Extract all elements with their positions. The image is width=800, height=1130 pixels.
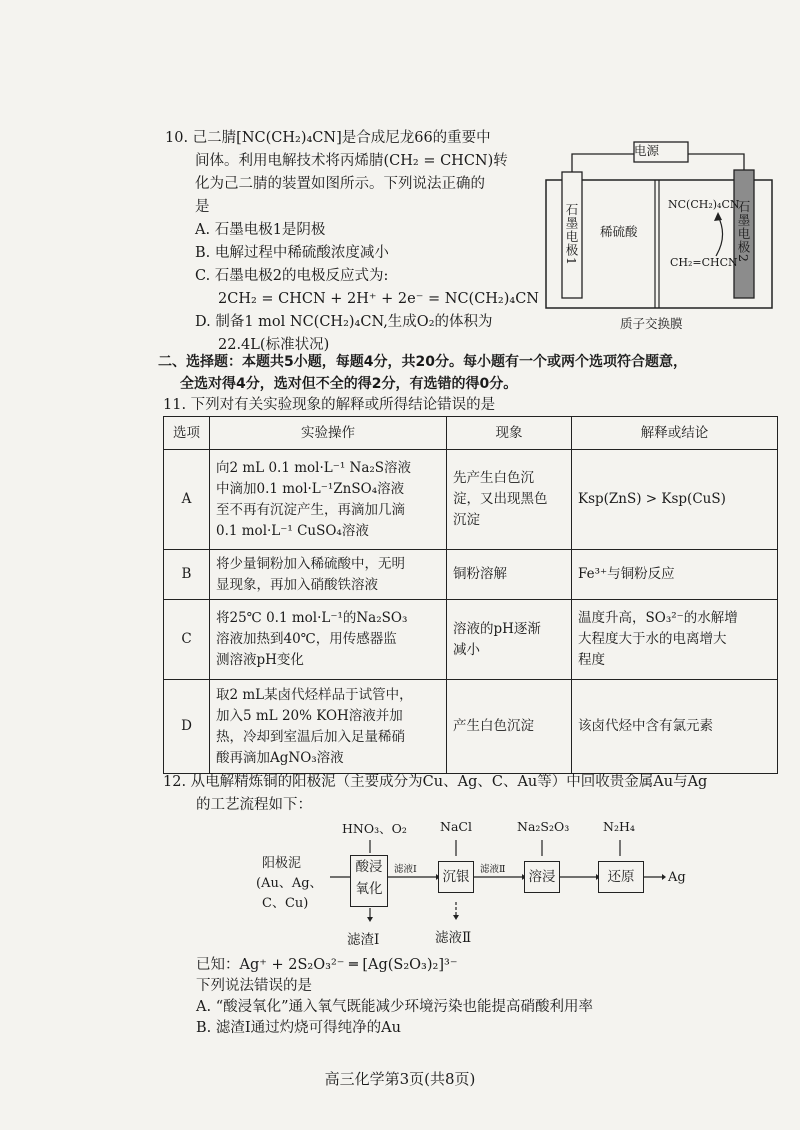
q10-line-3: 化为己二腈的装置如图所示。下列说法正确的 <box>195 176 485 192</box>
row-explanation: Ksp(ZnS) > Ksp(CuS) <box>572 450 778 550</box>
row-option: C <box>164 600 210 680</box>
table-row <box>164 600 778 680</box>
dissolution-box: 溶浸 <box>524 861 560 893</box>
q12-stem-line-1: 12. 从电解精炼铜的阳极泥（主要成分为Cu、Ag、C、Au等）中回收贵金属Au与Ag <box>163 774 708 790</box>
reagent-nacl: NaCl <box>440 819 472 834</box>
q10-option-b: B. 电解过程中稀硫酸浓度减小 <box>195 245 389 261</box>
reduction-box: 还原 <box>598 861 644 893</box>
header-option: 选项 <box>164 417 210 450</box>
filtrate-1-arrow-label: 滤液Ⅰ <box>394 864 417 875</box>
header-operation: 实验操作 <box>210 417 447 450</box>
row-option: D <box>164 680 210 774</box>
q11-table <box>163 416 778 774</box>
power-supply-label: 电源 <box>634 143 660 158</box>
table-row <box>164 450 778 550</box>
reactant-label: CH₂=CHCN <box>670 256 738 269</box>
q10-line-1: 10. 己二腈[NC(CH₂)₄CN]是合成尼龙66的重要中 <box>165 130 491 146</box>
q10-option-d-cont: 22.4L(标准状况) <box>218 337 330 353</box>
product-label: NC(CH₂)₄CN <box>668 198 740 211</box>
q10-line-2: 间体。利用电解技术将丙烯腈(CH₂ = CHCN)转 <box>195 153 508 169</box>
anode-mud-label: 阳极泥 <box>262 856 302 871</box>
reagent-na2s2o3: Na₂S₂O₃ <box>517 819 570 834</box>
filtrate-2-label: 滤液Ⅱ <box>435 930 472 946</box>
electrode-1-label: 石墨电极1 <box>564 203 579 266</box>
section-2-header-line-1: 二、选择题：本题共5小题，每题4分，共20分。每小题有一个或两个选项符合题意， <box>158 354 687 370</box>
dilute-sulfuric-acid-label: 稀硫酸 <box>600 224 638 239</box>
reagent-hno3-o2: HNO₃、O₂ <box>342 821 407 836</box>
row-operation: 将25℃ 0.1 mol·L⁻¹的Na₂SO₃ 溶液加热到40℃，用传感器监 测溶液pH变化 <box>210 600 447 680</box>
header-phenomenon: 现象 <box>447 417 572 450</box>
row-explanation: Fe³⁺与铜粉反应 <box>572 550 778 600</box>
row-phenomenon: 铜粉溶解 <box>447 550 572 600</box>
electrode-2-label: 石墨电极2 <box>736 200 751 263</box>
q12-option-b: B. 滤渣Ⅰ通过灼烧可得纯净的Au <box>196 1020 401 1036</box>
section-2-header-line-2: 全选对得4分，选对但不全的得2分，有选错的得0分。 <box>180 376 518 392</box>
row-operation: 将少量铜粉加入稀硫酸中，无明 显现象，再加入硝酸铁溶液 <box>210 550 447 600</box>
row-option: A <box>164 450 210 550</box>
table-row <box>164 680 778 774</box>
row-phenomenon: 先产生白色沉 淀，又出现黑色 沉淀 <box>447 450 572 550</box>
q10-option-c: C. 石墨电极2的电极反应式为: <box>195 268 389 284</box>
q12-known-equation: 已知：Ag⁺ + 2S₂O₃²⁻ ═ [Ag(S₂O₃)₂]³⁻ <box>196 957 458 973</box>
q12-option-a: A. “酸浸氧化”通入氧气既能减少环境污染也能提高硝酸利用率 <box>196 999 594 1015</box>
header-explanation: 解释或结论 <box>572 417 778 450</box>
q10-option-a: A. 石墨电极1是阴极 <box>195 222 326 238</box>
q10-line-4: 是 <box>195 199 210 215</box>
row-option: B <box>164 550 210 600</box>
anode-mud-composition-1: (Au、Ag、 <box>256 876 323 891</box>
filtrate-2-arrow-label: 滤液Ⅱ <box>480 864 506 875</box>
acid-leach-label: 酸浸 <box>355 859 383 875</box>
page-footer: 高三化学第3页(共8页) <box>324 1070 476 1088</box>
product-ag: Ag <box>668 870 686 885</box>
table-row <box>164 550 778 600</box>
q11-stem: 11. 下列对有关实验现象的解释或所得结论错误的是 <box>163 397 496 413</box>
q10-option-d: D. 制备1 mol NC(CH₂)₄CN,生成O₂的体积为 <box>195 314 493 330</box>
residue-1-label: 滤渣Ⅰ <box>347 932 380 948</box>
reagent-n2h4: N₂H₄ <box>603 819 635 834</box>
row-explanation: 温度升高，SO₃²⁻的水解增 大程度大于水的电离增大 程度 <box>572 600 778 680</box>
q12-ask: 下列说法错误的是 <box>196 978 312 994</box>
row-operation: 取2 mL某卤代烃样品于试管中， 加入5 mL 20% KOH溶液并加 热，冷却到室温后加入足量稀硝 酸再滴加AgNO₃溶液 <box>210 680 447 774</box>
row-operation: 向2 mL 0.1 mol·L⁻¹ Na₂S溶液 中滴加0.1 mol·L⁻¹ZnSO₄溶液 至不再有沉淀产生，再滴加几滴 0.1 mol·L⁻¹ CuSO₄溶液 <box>210 450 447 550</box>
membrane-label: 质子交换膜 <box>620 316 683 331</box>
row-phenomenon: 溶液的pH逐渐 减小 <box>447 600 572 680</box>
table-header-row <box>164 417 778 450</box>
q10-option-c-equation: 2CH₂ = CHCN + 2H⁺ + 2e⁻ = NC(CH₂)₄CN <box>218 291 539 307</box>
silver-precipitation-box: 沉银 <box>438 861 474 893</box>
oxidation-label: 氧化 <box>355 881 383 897</box>
row-explanation: 该卤代烃中含有氯元素 <box>572 680 778 774</box>
acid-leach-oxidation-box <box>350 855 388 907</box>
row-phenomenon: 产生白色沉淀 <box>447 680 572 774</box>
anode-mud-composition-2: C、Cu) <box>262 896 309 911</box>
q12-stem-line-2: 的工艺流程如下： <box>196 797 312 813</box>
